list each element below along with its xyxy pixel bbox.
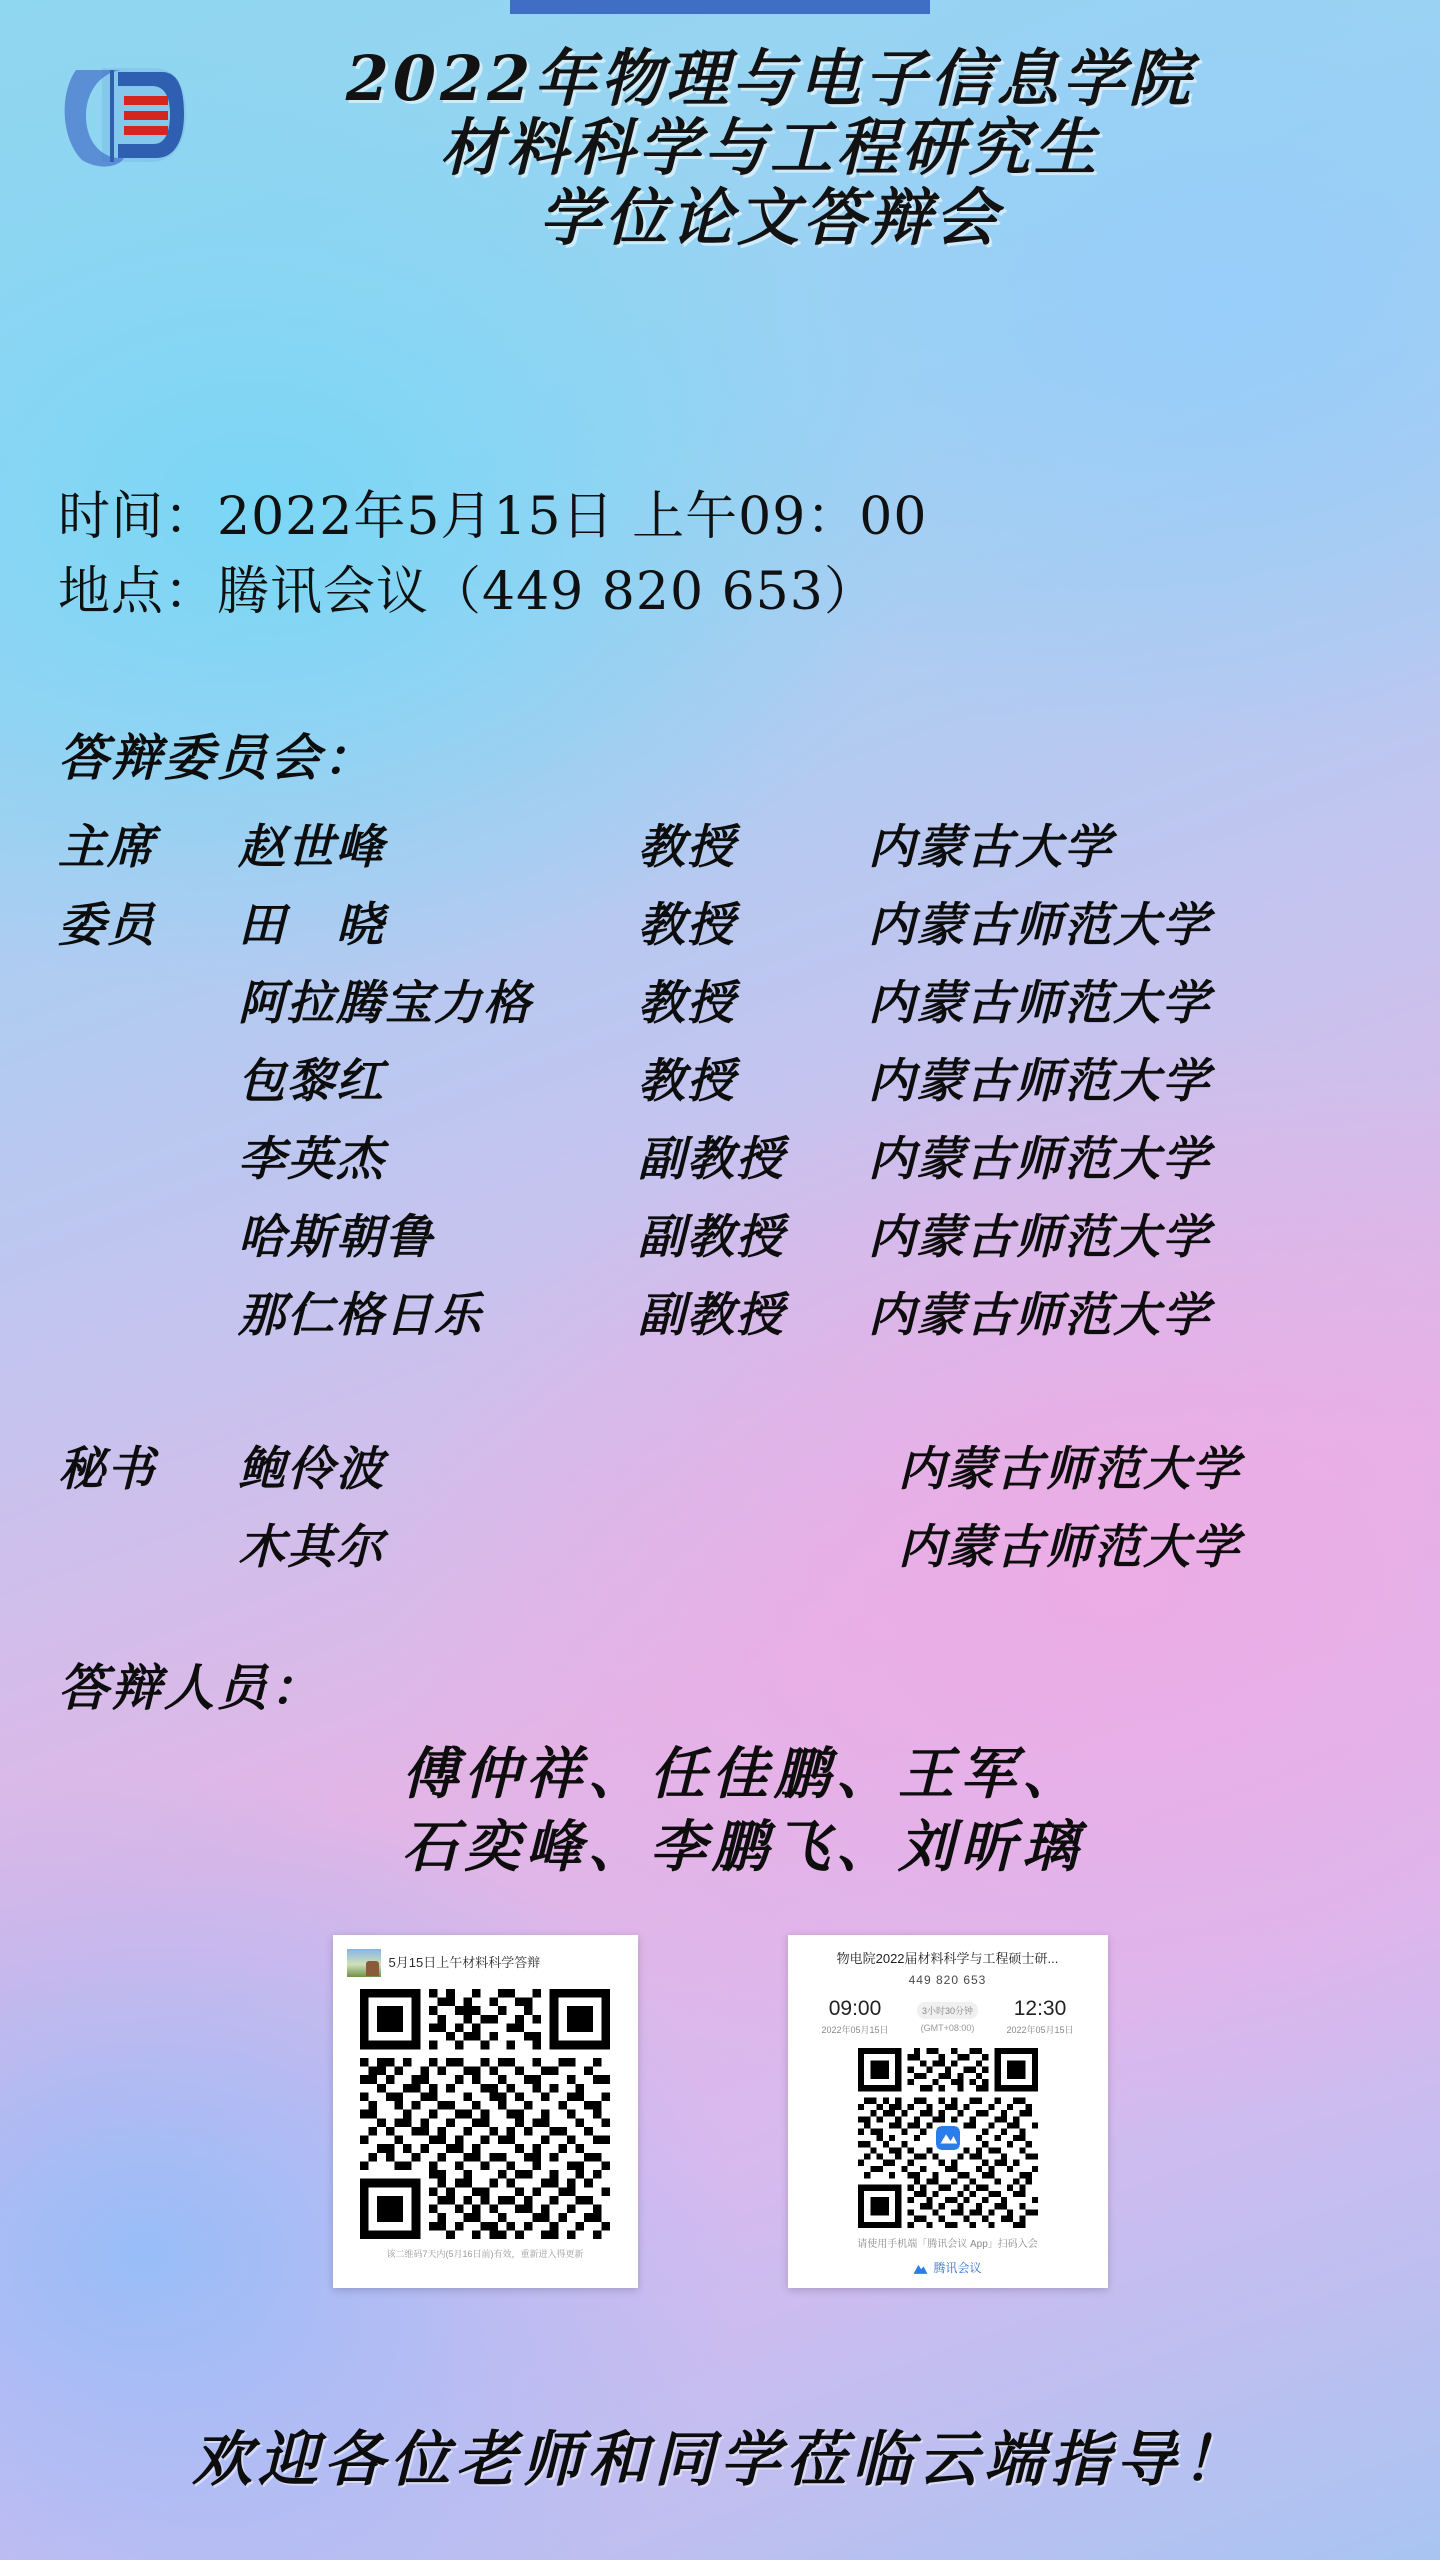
committee-rows [58,810,1388,1356]
meeting-duration: 3小时30分钟 [917,2002,978,2019]
committee-title: 教授 [638,1054,736,1109]
event-place: 地点：腾讯会议（449 820 653） [58,562,877,623]
table-row [58,1122,1388,1200]
qr-card-header [347,1949,624,1977]
committee-role: 委员 [58,898,156,953]
candidates-list [58,1738,1388,1884]
poster-header [0,0,1440,348]
committee-org: 内蒙古大学 [868,820,1113,875]
meeting-timezone: (GMT+08:00) [920,2022,975,2033]
candidates-line-1: 傅仲祥、任佳鹏、王军、 [402,1741,1084,1807]
meeting-start [808,1997,903,2036]
committee-title: 教授 [638,976,736,1031]
event-time: 时间：2022年5月15日 上午09：00 [58,487,928,547]
committee-title: 教授 [638,820,736,875]
committee-name: 赵世峰 [238,820,385,875]
table-row [58,1432,1388,1510]
committee-heading: 答辩委员会： [58,728,376,787]
tencent-meeting-logo-icon [913,2262,927,2274]
committee-org: 内蒙古师范大学 [868,1288,1211,1343]
poster-title [180,44,1360,252]
committee-org: 内蒙古师范大学 [868,1054,1211,1109]
secretary-role: 秘书 [58,1442,156,1497]
tencent-meeting-brand [804,2259,1092,2276]
table-row [58,1278,1388,1356]
event-info [58,480,927,631]
table-row [58,888,1388,966]
committee-name: 李英杰 [238,1132,385,1187]
university-logo-icon [58,58,198,173]
secretary-section [58,1432,1388,1588]
meeting-end [993,1997,1088,2036]
secretary-name: 木其尔 [238,1520,385,1575]
qr-card-area [0,1935,1440,2288]
committee-section [58,718,1388,1356]
committee-name: 包黎红 [238,1054,385,1109]
committee-org: 内蒙古师范大学 [868,898,1211,953]
committee-name: 阿拉腾宝力格 [238,976,532,1031]
qr-right-title: 物电院2022届材料科学与工程硕士研... [836,1951,1059,1966]
committee-name: 那仁格日乐 [238,1288,483,1343]
table-row [58,1200,1388,1278]
committee-title: 副教授 [638,1132,785,1187]
meeting-end-time: 12:30 [1013,1997,1067,2021]
title-line-3: 学位论文答辩会 [538,180,1001,254]
candidates-section [58,1648,1388,1884]
secretary-name: 鲍伶波 [238,1442,385,1497]
committee-name: 田 晓 [238,898,385,953]
committee-org: 内蒙古师范大学 [868,976,1211,1031]
qr-code-left-icon[interactable] [360,1989,610,2239]
title-line-2: 材料科学与工程研究生 [439,111,1100,185]
poster-footer: 欢迎各位老师和同学莅临云端指导！ [192,2425,1248,2495]
table-row [58,1044,1388,1122]
committee-name: 哈斯朝鲁 [238,1210,434,1265]
committee-title: 副教授 [638,1210,785,1265]
meeting-start-date: 2022年05月15日 [821,2025,889,2036]
qr-left-note: 该二维码7天内(5月16日前)有效，重新进入得更新 [386,2249,584,2259]
table-row [58,810,1388,888]
table-row [58,966,1388,1044]
committee-title: 教授 [638,898,736,953]
table-row [58,1510,1388,1588]
qr-code-right-icon[interactable] [858,2048,1038,2228]
candidates-heading: 答辩人员： [58,1658,323,1717]
meeting-duration-block [908,2001,988,2033]
committee-title: 副教授 [638,1288,785,1343]
tencent-meeting-brand-label: 腾讯会议 [933,2261,982,2276]
committee-org: 内蒙古师范大学 [868,1210,1211,1265]
candidates-line-2: 石奕峰、李鹏飞、刘昕璃 [402,1813,1084,1880]
scan-hint: 请使用手机端「腾讯会议 App」扫码入会 [857,2239,1038,2251]
wechat-qr-card[interactable] [333,1935,638,2288]
meeting-end-date: 2022年05月15日 [1006,2025,1074,2036]
meeting-id: 449 820 653 [908,1973,987,1988]
secretary-org: 内蒙古师范大学 [898,1442,1241,1497]
meeting-time-range [804,1997,1092,2036]
secretary-org: 内蒙古师范大学 [898,1520,1241,1575]
committee-role: 主席 [58,820,156,875]
meeting-thumbnail-icon [347,1949,381,1977]
qr-left-title: 5月15日上午材料科学答辩 [388,1955,541,1971]
tencent-meeting-qr-card[interactable] [788,1935,1108,2288]
title-line-1: 2022年物理与电子信息学院 [345,42,1195,115]
meeting-start-time: 09:00 [828,1997,882,2021]
committee-org: 内蒙古师范大学 [868,1132,1211,1187]
